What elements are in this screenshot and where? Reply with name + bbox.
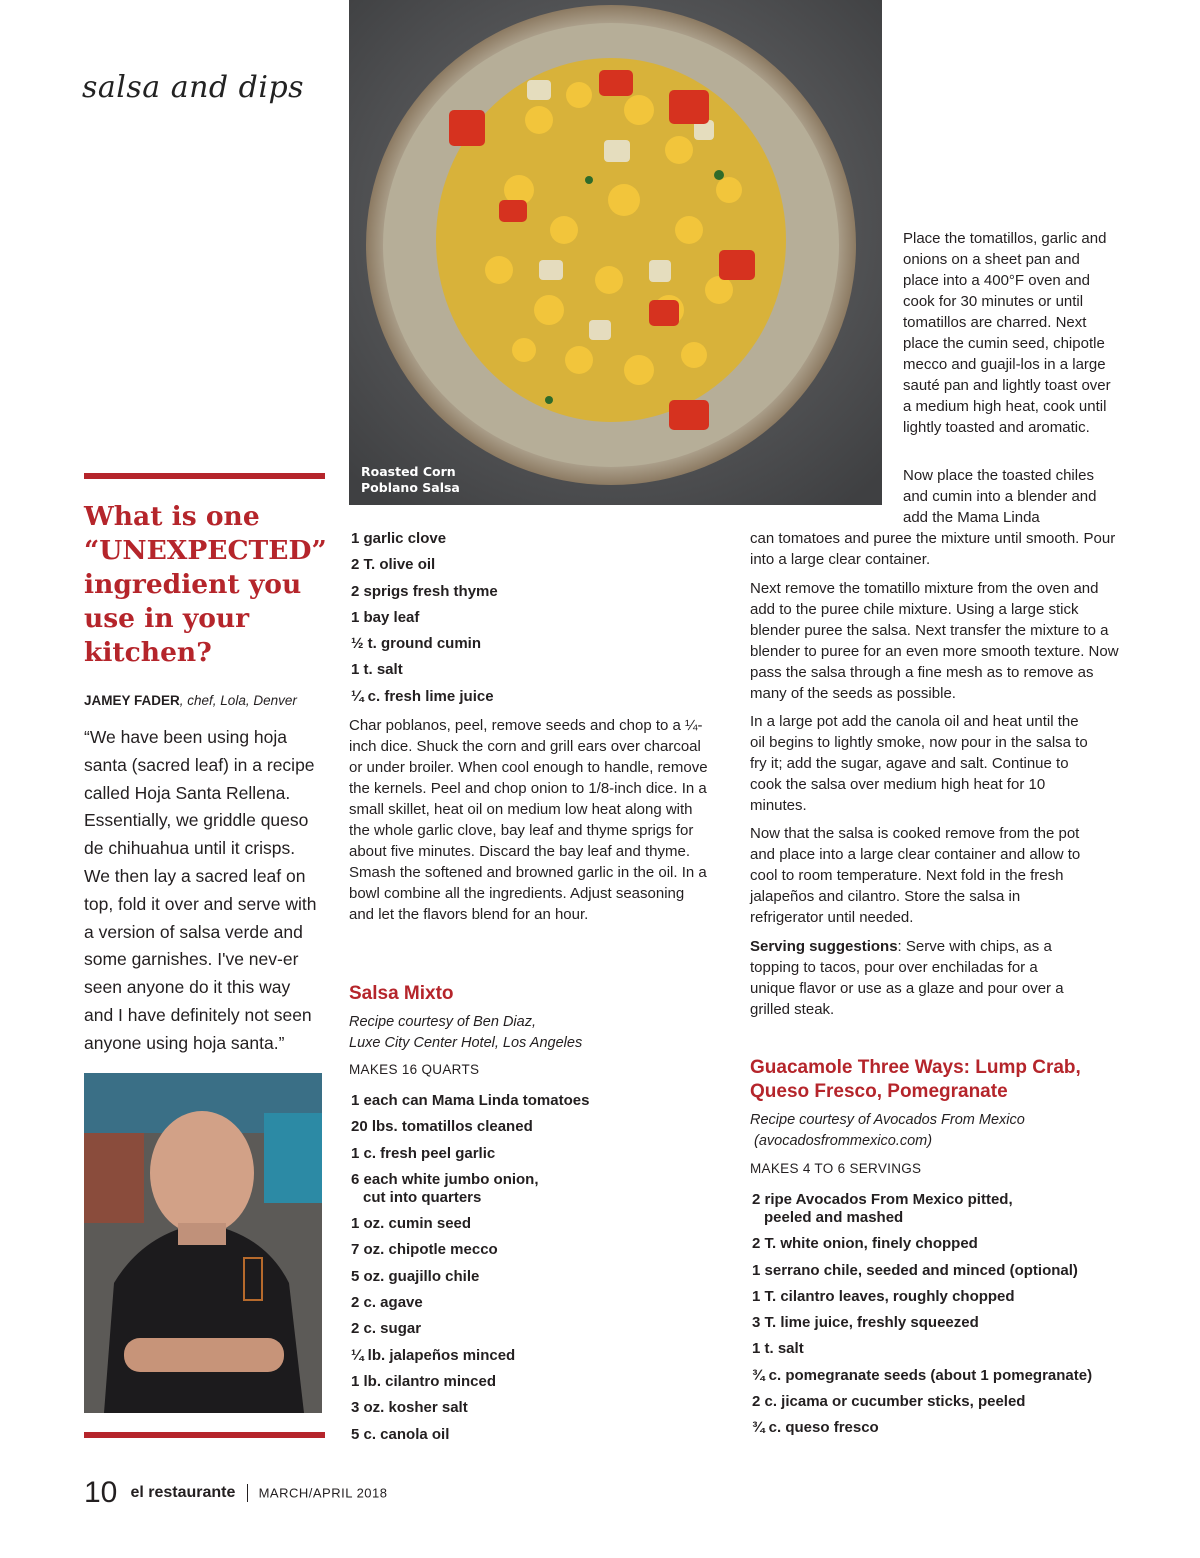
byline-role: , chef, Lola, Denver bbox=[179, 693, 297, 708]
mixto-method-p2a: Now place the toasted chiles and cumin into a blender and add the Mama Linda bbox=[903, 467, 1097, 526]
ingredient: 2 c. sugar bbox=[351, 1320, 422, 1338]
corn-salsa-method: Char poblanos, peel, remove seeds and chop to a ¼-inch dice. Shuck the corn and grill ears over charcoal or under broiler. When cool enough to handle, remove the kernels. Peel and chop onion to 1/8-inch dice. In a small skillet, heat oil on medium low heat along with the whole garlic clove, bay leaf and thyme sprigs for about five minutes. Discard the bay leaf and thyme. Smash the softened and browned garlic in the oil. In a bowl combine all the ingredients. Adjust seasoning and let the flavors blend for an hour. bbox=[349, 717, 708, 923]
mixto-method-p3: Next remove the tomatillo mixture from the oven and add to the puree chile mixture. Using a large stick blender puree the salsa. Next transfer the mixture to a blender to puree for an even more smooth texture. Now pass the salsa through a fine mesh as to remove as many of the seeds as possible. bbox=[750, 580, 1119, 702]
ingredient: ¾ c. queso fresco bbox=[752, 1419, 879, 1437]
ingredient: 6 each white jumbo onion, bbox=[351, 1170, 539, 1188]
footer-divider bbox=[247, 1484, 248, 1502]
sidebar-heading: What is one “UNEXPECTED” ingredient you use in your kitchen? bbox=[84, 501, 327, 668]
ingredient: ¾ c. pomegranate seeds (about 1 pomegranate) bbox=[752, 1366, 1093, 1384]
ingredient: 1 t. salt bbox=[351, 661, 403, 679]
ingredient: 1 bay leaf bbox=[351, 608, 420, 626]
magazine-name: el restaurante bbox=[130, 1484, 236, 1501]
section-tag: salsa and dips bbox=[82, 70, 305, 105]
serving-suggestions bbox=[750, 936, 1080, 1020]
guacamole-credit bbox=[750, 1110, 1025, 1152]
guacamole-title-line-2: Queso Fresco, Pomegranate bbox=[750, 1081, 1008, 1102]
ingredient: 3 T. lime juice, freshly squeezed bbox=[752, 1314, 979, 1332]
guacamole-title-line-1: Guacamole Three Ways: Lump Crab, bbox=[750, 1057, 1081, 1078]
guacamole-title bbox=[750, 1056, 1081, 1104]
ingredient: ½ t. ground cumin bbox=[351, 635, 481, 653]
mixto-method-p2b: can tomatoes and puree the mixture until smooth. Pour into a large clear container. bbox=[750, 530, 1116, 568]
salsa-mixto-ingredients bbox=[351, 1092, 711, 1452]
photo-caption bbox=[361, 464, 460, 496]
byline-name: JAMEY FADER bbox=[84, 693, 180, 708]
ingredient: 2 c. jicama or cucumber sticks, peeled bbox=[752, 1393, 1026, 1411]
ingredient: 2 sprigs fresh thyme bbox=[351, 582, 498, 600]
ingredient: 2 ripe Avocados From Mexico pitted, bbox=[752, 1191, 1013, 1208]
mixto-method-p5: Now that the salsa is cooked remove from the pot and place into a large clear container and allow to cool to room temperature. Next fold in the fresh jalapeños and cilantro. Store the salsa in refrigerator until needed. bbox=[750, 825, 1081, 926]
ingredient: 5 c. canola oil bbox=[351, 1425, 450, 1443]
corn-salsa-ingredients bbox=[351, 530, 711, 714]
ingredient: 1 c. fresh peel garlic bbox=[351, 1144, 496, 1162]
ingredient: 1 serrano chile, seeded and minced (optional) bbox=[752, 1261, 1078, 1279]
ingredient: 1 oz. cumin seed bbox=[351, 1215, 472, 1233]
ingredient-continued: peeled and mashed bbox=[764, 1209, 904, 1226]
guacamole-ingredients bbox=[752, 1191, 1132, 1446]
ingredient: 2 T. white onion, finely chopped bbox=[752, 1235, 978, 1253]
salsa-mixto-title: Salsa Mixto bbox=[349, 983, 454, 1004]
chef-portrait-illustration bbox=[84, 1073, 322, 1413]
salsa-mixto-credit bbox=[349, 1012, 582, 1054]
serving-text: : Serve with chips, as a topping to tacos, pour over enchiladas for a unique flavor or use as a glaze and pour over a grilled steak. bbox=[750, 938, 1064, 1018]
ingredient: ¼ c. fresh lime juice bbox=[351, 687, 494, 705]
credit-line-2: Luxe City Center Hotel, Los Angeles bbox=[349, 1035, 583, 1051]
mixto-method-p4: In a large pot add the canola oil and heat until the oil begins to lightly smoke, now pour in the salsa to fry it; add the sugar, agave and salt. Continue to cook the salsa over medium high heat for 10 minutes. bbox=[750, 713, 1088, 814]
sidebar-bottom-rule bbox=[84, 1432, 325, 1438]
ingredient: 1 lb. cilantro minced bbox=[351, 1372, 497, 1390]
ingredient: 5 oz. guajillo chile bbox=[351, 1267, 480, 1285]
credit-line-2: (avocadosfrommexico.com) bbox=[754, 1133, 933, 1149]
ingredient: 3 oz. kosher salt bbox=[351, 1399, 468, 1417]
chef-photo bbox=[84, 1073, 322, 1413]
caption-line-1: Roasted Corn bbox=[361, 464, 456, 479]
ingredient-continued: cut into quarters bbox=[363, 1188, 482, 1206]
credit-line-1: Recipe courtesy of Ben Diaz, bbox=[349, 1014, 536, 1030]
caption-line-2: Poblano Salsa bbox=[361, 480, 460, 495]
ingredient: 2 c. agave bbox=[351, 1294, 423, 1312]
page-number: 10 bbox=[84, 1476, 118, 1509]
mixto-method-p1: Place the tomatillos, garlic and onions on a sheet pan and place into a 400°F oven and cook for 30 minutes or until tomatillos are charred. Next place the cumin seed, chipotle mecco and guajil-los in a large sauté pan and lightly toast over a medium high heat, cook until lightly toasted and aromatic. bbox=[903, 230, 1111, 436]
ingredient: 1 each can Mama Linda tomatoes bbox=[351, 1092, 590, 1109]
issue-date: MARCH/APRIL 2018 bbox=[258, 1485, 388, 1501]
ingredient: 1 t. salt bbox=[752, 1340, 804, 1358]
ingredient: 1 T. cilantro leaves, roughly chopped bbox=[752, 1287, 1015, 1305]
ingredient: ¼ lb. jalapeños minced bbox=[351, 1346, 516, 1364]
guacamole-yield: MAKES 4 TO 6 SERVINGS bbox=[750, 1161, 922, 1176]
page-footer bbox=[84, 1476, 388, 1510]
credit-line-1: Recipe courtesy of Avocados From Mexico bbox=[750, 1112, 1025, 1128]
salsa-photo bbox=[349, 0, 882, 505]
ingredient: 1 garlic clove bbox=[351, 530, 447, 547]
salsa-bowl-illustration bbox=[349, 0, 882, 505]
ingredient: 2 T. olive oil bbox=[351, 556, 436, 574]
ingredient: 20 lbs. tomatillos cleaned bbox=[351, 1118, 533, 1136]
sidebar-top-rule bbox=[84, 473, 325, 479]
sidebar-byline bbox=[84, 693, 297, 709]
ingredient: 7 oz. chipotle mecco bbox=[351, 1241, 498, 1259]
serving-label: Serving suggestions bbox=[750, 938, 898, 955]
sidebar-quote: “We have been using hoja santa (sacred leaf) in a recipe called Hoja Santa Rellena. Essentially, we griddle queso de chihuahua until it crisps. We then lay a sacred leaf on top, fold it over and serve with a version of salsa verde and some garnishes. I've nev-er seen anyone do it this way and I have definitely not seen anyone using hoja santa.” bbox=[84, 727, 317, 1053]
salsa-mixto-yield: MAKES 16 QUARTS bbox=[349, 1062, 480, 1077]
